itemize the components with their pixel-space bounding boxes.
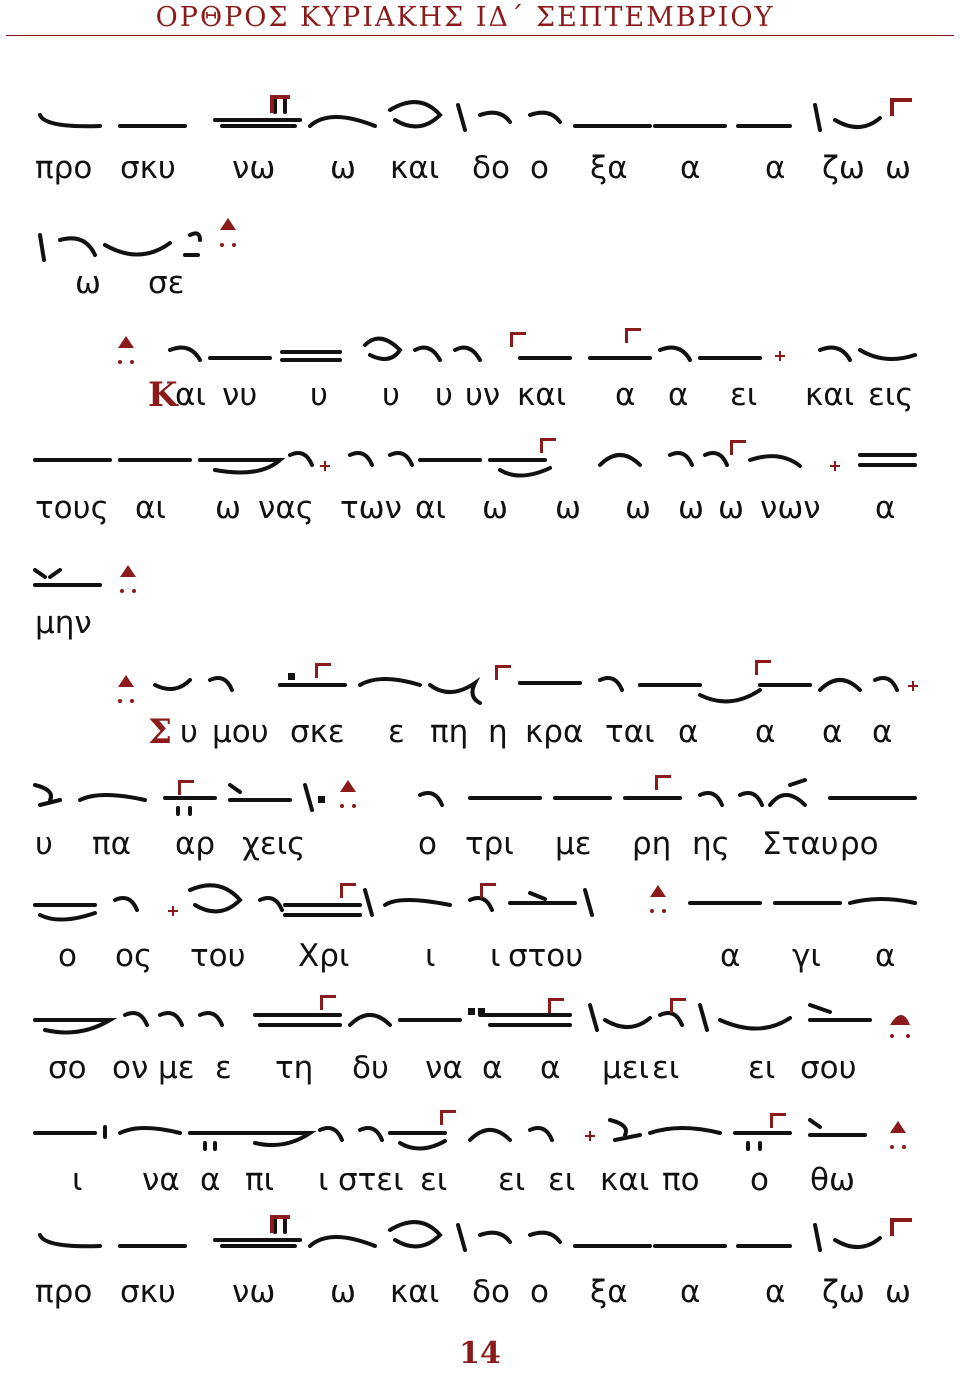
neume-glyphs-icon bbox=[0, 1210, 960, 1270]
syllable: με bbox=[158, 1050, 195, 1086]
syllable: εις bbox=[868, 377, 914, 413]
header-title: ΟΡΘΡΟΣ ΚΥΡΙΑΚΗΣ ΙΔ΄ ΣΕΠΤΕΜΒΡΙΟΥ bbox=[155, 2, 775, 33]
neume-row-6 bbox=[0, 655, 960, 715]
syllable: και bbox=[390, 150, 440, 186]
syllable: ω bbox=[555, 490, 581, 526]
syllable: ξα bbox=[590, 150, 628, 186]
neume-row-9 bbox=[0, 990, 960, 1050]
syllable: ει bbox=[652, 1050, 680, 1086]
syllable: ον bbox=[112, 1050, 149, 1086]
syllable: σο bbox=[48, 1050, 87, 1086]
syllable: η bbox=[488, 714, 508, 750]
syllable: α bbox=[872, 714, 893, 750]
lyric-line-9 bbox=[0, 1048, 960, 1088]
initial-letter: Σ bbox=[148, 712, 173, 752]
syllable: υ bbox=[180, 714, 198, 750]
lyric-line-8 bbox=[0, 936, 960, 976]
syllable: προ bbox=[35, 1274, 93, 1310]
syllable: τη bbox=[275, 1050, 314, 1086]
syllable: πι bbox=[245, 1162, 275, 1198]
syllable: με bbox=[555, 826, 592, 862]
syllable: α bbox=[668, 377, 689, 413]
syllable: νων bbox=[760, 490, 821, 526]
syllable: ει bbox=[420, 1162, 448, 1198]
syllable: των bbox=[340, 490, 402, 526]
syllable: ει bbox=[730, 377, 758, 413]
syllable: σκε bbox=[290, 714, 345, 750]
syllable: α bbox=[875, 938, 896, 974]
neume-glyphs-icon bbox=[0, 430, 960, 490]
syllable: ρη bbox=[632, 826, 672, 862]
syllable: ω bbox=[625, 490, 651, 526]
syllable: πο bbox=[662, 1162, 700, 1198]
syllable: Σταυ bbox=[762, 826, 839, 862]
initial-letter: Κ bbox=[148, 375, 178, 415]
syllable: αι bbox=[135, 490, 166, 526]
syllable: α bbox=[720, 938, 741, 974]
syllable: ζω bbox=[822, 1274, 865, 1310]
syllable: ζω bbox=[822, 150, 865, 186]
syllable: δο bbox=[472, 150, 510, 186]
neume-glyphs-icon bbox=[0, 90, 960, 150]
syllable: ω bbox=[215, 490, 241, 526]
syllable: α bbox=[540, 1050, 561, 1086]
syllable: α bbox=[680, 150, 701, 186]
syllable: ται bbox=[605, 714, 655, 750]
neume-glyphs-icon bbox=[0, 320, 960, 380]
lyric-line-2 bbox=[0, 263, 960, 303]
syllable: υ bbox=[35, 826, 53, 862]
syllable: ι bbox=[425, 938, 436, 974]
syllable: ο bbox=[750, 1162, 769, 1198]
syllable: θω bbox=[810, 1162, 855, 1198]
syllable: ο bbox=[418, 826, 437, 862]
neume-row-10 bbox=[0, 1105, 960, 1165]
syllable: ξα bbox=[590, 1274, 628, 1310]
syllable: στου bbox=[508, 938, 584, 974]
syllable: ε bbox=[215, 1050, 232, 1086]
syllable: ει bbox=[498, 1162, 526, 1198]
syllable: ο bbox=[530, 150, 549, 186]
syllable: ω bbox=[718, 490, 744, 526]
page-number: 14 bbox=[459, 1336, 501, 1371]
syllable: ω bbox=[885, 1274, 911, 1310]
neume-row-11 bbox=[0, 1210, 960, 1270]
syllable: α bbox=[615, 377, 636, 413]
syllable: να bbox=[425, 1050, 463, 1086]
lyric-line-11 bbox=[0, 1272, 960, 1312]
syllable: κρα bbox=[525, 714, 584, 750]
syllable: υ bbox=[310, 377, 328, 413]
syllable: τους bbox=[35, 490, 109, 526]
syllable: ει bbox=[548, 1162, 576, 1198]
syllable: χεις bbox=[242, 826, 306, 862]
syllable: α bbox=[200, 1162, 221, 1198]
syllable: υ bbox=[435, 377, 453, 413]
neume-row-7 bbox=[0, 770, 960, 830]
syllable: σε bbox=[148, 265, 185, 301]
syllable: του bbox=[190, 938, 246, 974]
syllable: αι bbox=[175, 377, 206, 413]
syllable: τρι bbox=[465, 826, 514, 862]
neume-glyphs-icon bbox=[0, 1105, 960, 1165]
syllable: α bbox=[822, 714, 843, 750]
syllable: ω bbox=[75, 265, 101, 301]
syllable: γι bbox=[792, 938, 821, 974]
syllable: ο bbox=[58, 938, 77, 974]
lyric-line-3 bbox=[0, 375, 960, 415]
syllable: δυ bbox=[352, 1050, 389, 1086]
lyric-line-4 bbox=[0, 488, 960, 528]
syllable: και bbox=[517, 377, 567, 413]
syllable: ι bbox=[490, 938, 501, 974]
header-rule bbox=[6, 35, 954, 36]
syllable: μει bbox=[602, 1050, 649, 1086]
neume-glyphs-icon bbox=[0, 875, 960, 935]
syllable: νω bbox=[232, 150, 276, 186]
syllable: α bbox=[680, 1274, 701, 1310]
syllable: αι bbox=[415, 490, 446, 526]
syllable: σου bbox=[800, 1050, 857, 1086]
syllable: ω bbox=[330, 150, 356, 186]
syllable: αρ bbox=[175, 826, 216, 862]
lyric-line-5 bbox=[0, 603, 960, 643]
lyric-line-1 bbox=[0, 148, 960, 188]
syllable: ι bbox=[72, 1162, 83, 1198]
syllable: πα bbox=[92, 826, 132, 862]
syllable: ης bbox=[692, 826, 730, 862]
neume-row-8 bbox=[0, 875, 960, 935]
page-header bbox=[0, 0, 960, 40]
syllable: ε bbox=[388, 714, 405, 750]
syllable: και bbox=[805, 377, 855, 413]
syllable: νας bbox=[258, 490, 314, 526]
syllable: α bbox=[678, 714, 699, 750]
syllable: α bbox=[755, 714, 776, 750]
neume-glyphs-icon bbox=[0, 655, 960, 715]
syllable: ω bbox=[678, 490, 704, 526]
syllable: και bbox=[600, 1162, 650, 1198]
neume-glyphs-icon bbox=[0, 990, 960, 1050]
syllable: ω bbox=[885, 150, 911, 186]
syllable: ει bbox=[748, 1050, 776, 1086]
syllable: και bbox=[390, 1274, 440, 1310]
syllable: ω bbox=[482, 490, 508, 526]
syllable: μην bbox=[35, 605, 92, 641]
lyric-line-7 bbox=[0, 824, 960, 864]
syllable: προ bbox=[35, 150, 93, 186]
syllable: ο bbox=[530, 1274, 549, 1310]
neume-row-4 bbox=[0, 430, 960, 490]
syllable: νυ bbox=[222, 377, 258, 413]
lyric-line-10 bbox=[0, 1160, 960, 1200]
neume-glyphs-icon bbox=[0, 770, 960, 830]
syllable: α bbox=[482, 1050, 503, 1086]
syllable: α bbox=[765, 150, 786, 186]
syllable: α bbox=[875, 490, 896, 526]
neume-row-1 bbox=[0, 90, 960, 150]
syllable: ι bbox=[318, 1162, 329, 1198]
syllable: να bbox=[142, 1162, 180, 1198]
syllable: δο bbox=[472, 1274, 510, 1310]
syllable: ρο bbox=[840, 826, 879, 862]
syllable: πη bbox=[430, 714, 469, 750]
syllable: σκυ bbox=[120, 1274, 176, 1310]
syllable: ω bbox=[330, 1274, 356, 1310]
syllable: Χρι bbox=[298, 938, 350, 974]
syllable: στει bbox=[338, 1162, 404, 1198]
syllable: σκυ bbox=[120, 150, 176, 186]
lyric-line-6 bbox=[0, 712, 960, 752]
syllable: μου bbox=[212, 714, 269, 750]
neume-row-3 bbox=[0, 320, 960, 380]
syllable: ος bbox=[115, 938, 153, 974]
syllable: υν bbox=[465, 377, 501, 413]
syllable: υ bbox=[382, 377, 400, 413]
syllable: α bbox=[765, 1274, 786, 1310]
syllable: νω bbox=[232, 1274, 276, 1310]
